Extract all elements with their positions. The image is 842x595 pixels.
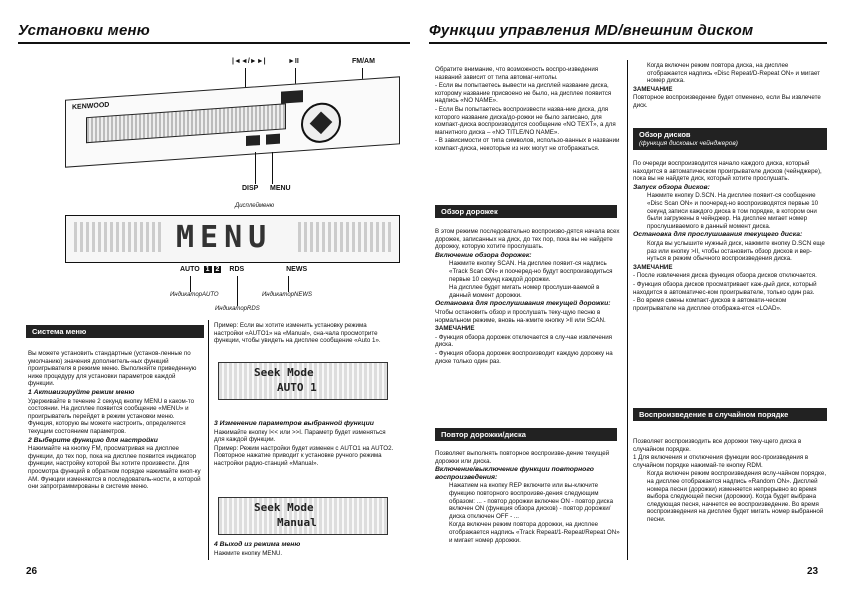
disp-button[interactable] bbox=[246, 135, 260, 146]
section-disc-scan: Обзор дисков (функция дисковых чейнджеров) bbox=[633, 128, 827, 150]
display-caption: Дисплейменю bbox=[235, 203, 275, 209]
play-label: ►II bbox=[288, 58, 299, 65]
disc-scan-text: По очереди воспроизводится начало каждого диска, который находится в автоматическом проигрывателе дисков (чейнджере), пока вы не найдете диск, который хотите прослушать. Запуск обзора дисков: Нажмите кнопку D.SCN. На дисплее появит-ся сообщение «Disc Scan ON» и поочеред-но воспроизводятся первые 10 секунд записи каждого диска в том порядке, в котором они были загружены в чейнджер. На дисплее мигает номер прослушиваемого в данный момент диска. Остановка для прослушивания текущего диска: Когда вы услышите нужный диск, нажмите кнопку D.SCN еще раз или кнопку >II, чтобы остановить обзор дисков и вер-нуться в режим обычного воспроизведения диска. ЗАМЕЧАНИЕ - После извлечения диска функция обзора дисков отключается. - Функция обзора дисков просматривает каж-дый диск, который находится в автоматичес-ком проигрывателе, только один раз. - Во время смены компакт-дисков в автомати-ческом проигрывателе на дисплее отобража-ется «LOAD». bbox=[633, 160, 825, 312]
page-title-left: Установки меню bbox=[18, 22, 150, 39]
lcd-auto1: Seek Mode AUTO 1 bbox=[218, 362, 388, 400]
indicator-news: NEWS bbox=[286, 266, 308, 273]
display-menu-text: MENU bbox=[176, 220, 273, 255]
news-caption: ИндикаторNEWS bbox=[262, 292, 313, 298]
play-button[interactable] bbox=[281, 90, 303, 104]
indicator-row bbox=[180, 266, 307, 273]
control-knob[interactable] bbox=[301, 101, 341, 144]
lcd-manual: Seek Mode Manual bbox=[218, 497, 388, 535]
right-page bbox=[421, 0, 842, 595]
section-repeat: Повтор дорожки/диска bbox=[435, 428, 617, 441]
section-random: Воспроизведение в случайном порядке bbox=[633, 408, 827, 421]
section-menu-system: Система меню bbox=[26, 325, 204, 338]
track-scan-text: В этом режиме последовательно воспроизво-дятся начала всех дорожек, записанных на диск, до тех пор, пока вы не найдете дорожку, которую хотите прослушать. Включение обзора дорожек: Нажмите кнопку SCAN. На дисплее появит-ся надпись «Track Scan ON» и поочеред-но будут воспроизводиться первые 10 секунд каждой дорожки. На дисплее будет мигать номер прослуши-ваемой в данный момент дорожки. Остановка для прослушивания текущей дорожки: Чтобы остановить обзор и прослушать теку-щую песню в нормальном режиме, вновь на-жмите кнопку >II или SCAN. ЗАМЕЧАНИЕ - Функция обзора дорожек отключается в слу-чае извлечения диска. - Функция обзора дорожек воспроизводит каждую дорожку на диске только один раз. bbox=[435, 228, 620, 365]
menu-column-2-bottom: 4 Выход из режима меню Нажмите кнопку MENU. bbox=[214, 541, 301, 557]
auto-caption: ИндикаторAUTO bbox=[170, 292, 219, 298]
rds-caption: ИндикаторRDS bbox=[215, 306, 260, 312]
header-rule-right bbox=[429, 42, 827, 44]
menu-column-1: Вы можете установить стандартные (установ-ленные по умолчанию) значения дополнитель-ных функций проигрывателя в режиме меню. Выполняйте приведенную ниже процедуру для установки параметров каждой функции. 1 Активизируйте режим меню Удерживайте в течение 2 секунд кнопку MENU в каком-то состоянии. На дисплее появится сообщение «MENU» и проигрыватель перейдет в режим установки меню. Функция, которую вы можете настроить, определяется текущим состоянием параметров. 2 Выберите функцию для настройки Нажимайте на кнопку FM, просматривая на дисплее функции, до тех пор, пока на дисплее появится индикатор функции, настройку которой Вы хотите произвести. Для просмотра функций в обратном порядке нажимайте кноп-ку AM. Функции изменяются в последователь-ности, в которой они запрограммированы в системе меню. bbox=[28, 350, 201, 491]
indicator-rds: RDS bbox=[229, 266, 245, 273]
menu-column-2-top: Пример: Если вы хотите изменить установку режима настройки «AUTO1» на «Manual», сна-чала просмотрите функции, чтобы увидеть на дисплее сообщение «Auto 1». bbox=[214, 322, 381, 345]
repeat-text: Позволяет выполнять повторное воспроизве-дение текущей дорожки или диска. Включение/выключение функции повторного воспроизведения: Нажатием на кнопку REP включите или вы-ключите функцию повторного воспроизве-дения следующим образом: ... - повтор дорожки включен ON - повтор диска включен ON (функция обзора дисков) - повтор дорожки/диска отключен OFF - ... Когда включен режим повтора дорожки, на дисплее отображается надпись «Track Repeat/1-Repeat/Repeat ON» и мигает номер дорожки. bbox=[435, 450, 620, 544]
disc-repeat-text: Когда включен режим повтора диска, на дисплее отображается надпись «Disc Repeat/D-Repeat ON» и мигает номер диска. ЗАМЕЧАНИЕ Повторное воспроизведение будет отменено, если Вы извлечете диск. bbox=[633, 62, 821, 109]
indicator-auto: AUTO bbox=[180, 266, 200, 273]
menu-column-2-mid: 3 Изменение параметров выбранной функции Нажимайте кнопку I<< или >>I. Параметр будет изменяться для каждой функции. Пример: Режим настройки будет изменен с AUTO1 на AUTO2. Повторное нажатие приводит к установке ручного режима настройки радио-станций «Manual». bbox=[214, 420, 394, 467]
intro-text: Обратите внимание, что возможность воспро-изведения названий зависит от типа автомаг-нитолы. - Если вы попытаетесь вывести на дисплей название диска, которому название присвоено не было, на дисплее появится надпись «NO NAME». - Если Вы попытаетесь воспроизвести назва-ние диска, для которого название диска/до-рожки не было записано, для компакт-диска воспроизводится сообщение «NO TEXT», а для магнитного диска – «NO TITLE/NO NAME». - В зависимости от типа символов, использо-ванных в названии компакт-диска, некоторые из них могут не отображаться. bbox=[435, 66, 620, 152]
disp-label: DISP bbox=[242, 185, 259, 192]
menu-button[interactable] bbox=[266, 134, 280, 145]
seek-label: |◄◄/►►| bbox=[232, 58, 266, 65]
page-number-left: 26 bbox=[26, 566, 38, 577]
header-rule-left bbox=[18, 42, 410, 44]
section-track-scan: Обзор дорожек bbox=[435, 205, 617, 218]
head-unit: KENWOOD bbox=[65, 76, 400, 167]
indicator-2: 2 bbox=[215, 266, 220, 273]
indicator-1: 1 bbox=[205, 266, 210, 273]
page-title-right: Функции управления MD/внешним диском bbox=[429, 22, 754, 39]
page-number-right: 23 bbox=[807, 566, 819, 577]
fm-am-label: FM/AM bbox=[352, 58, 375, 65]
menu-label: MENU bbox=[270, 185, 291, 192]
menu-display bbox=[65, 215, 400, 263]
random-text: Позволяет воспроизводить все дорожки теку-щего диска в случайном порядке. 1 Для включения и отключения функции вос-произведения в случайном порядке нажимай-те кнопку RDM. Когда включен режим воспроизведения вслу-чайном порядке, на дисплее отображается надпись «Random ON». Дисплей номера песни (дорожки) изменяется непрерывно во время выбора следующей песни (дорожки). Когда будет выбрана следующая песня, начнется ее воспроизведение. Во время воспроизведения на дисплее будет мигать номер выбранной песни. bbox=[633, 438, 827, 523]
